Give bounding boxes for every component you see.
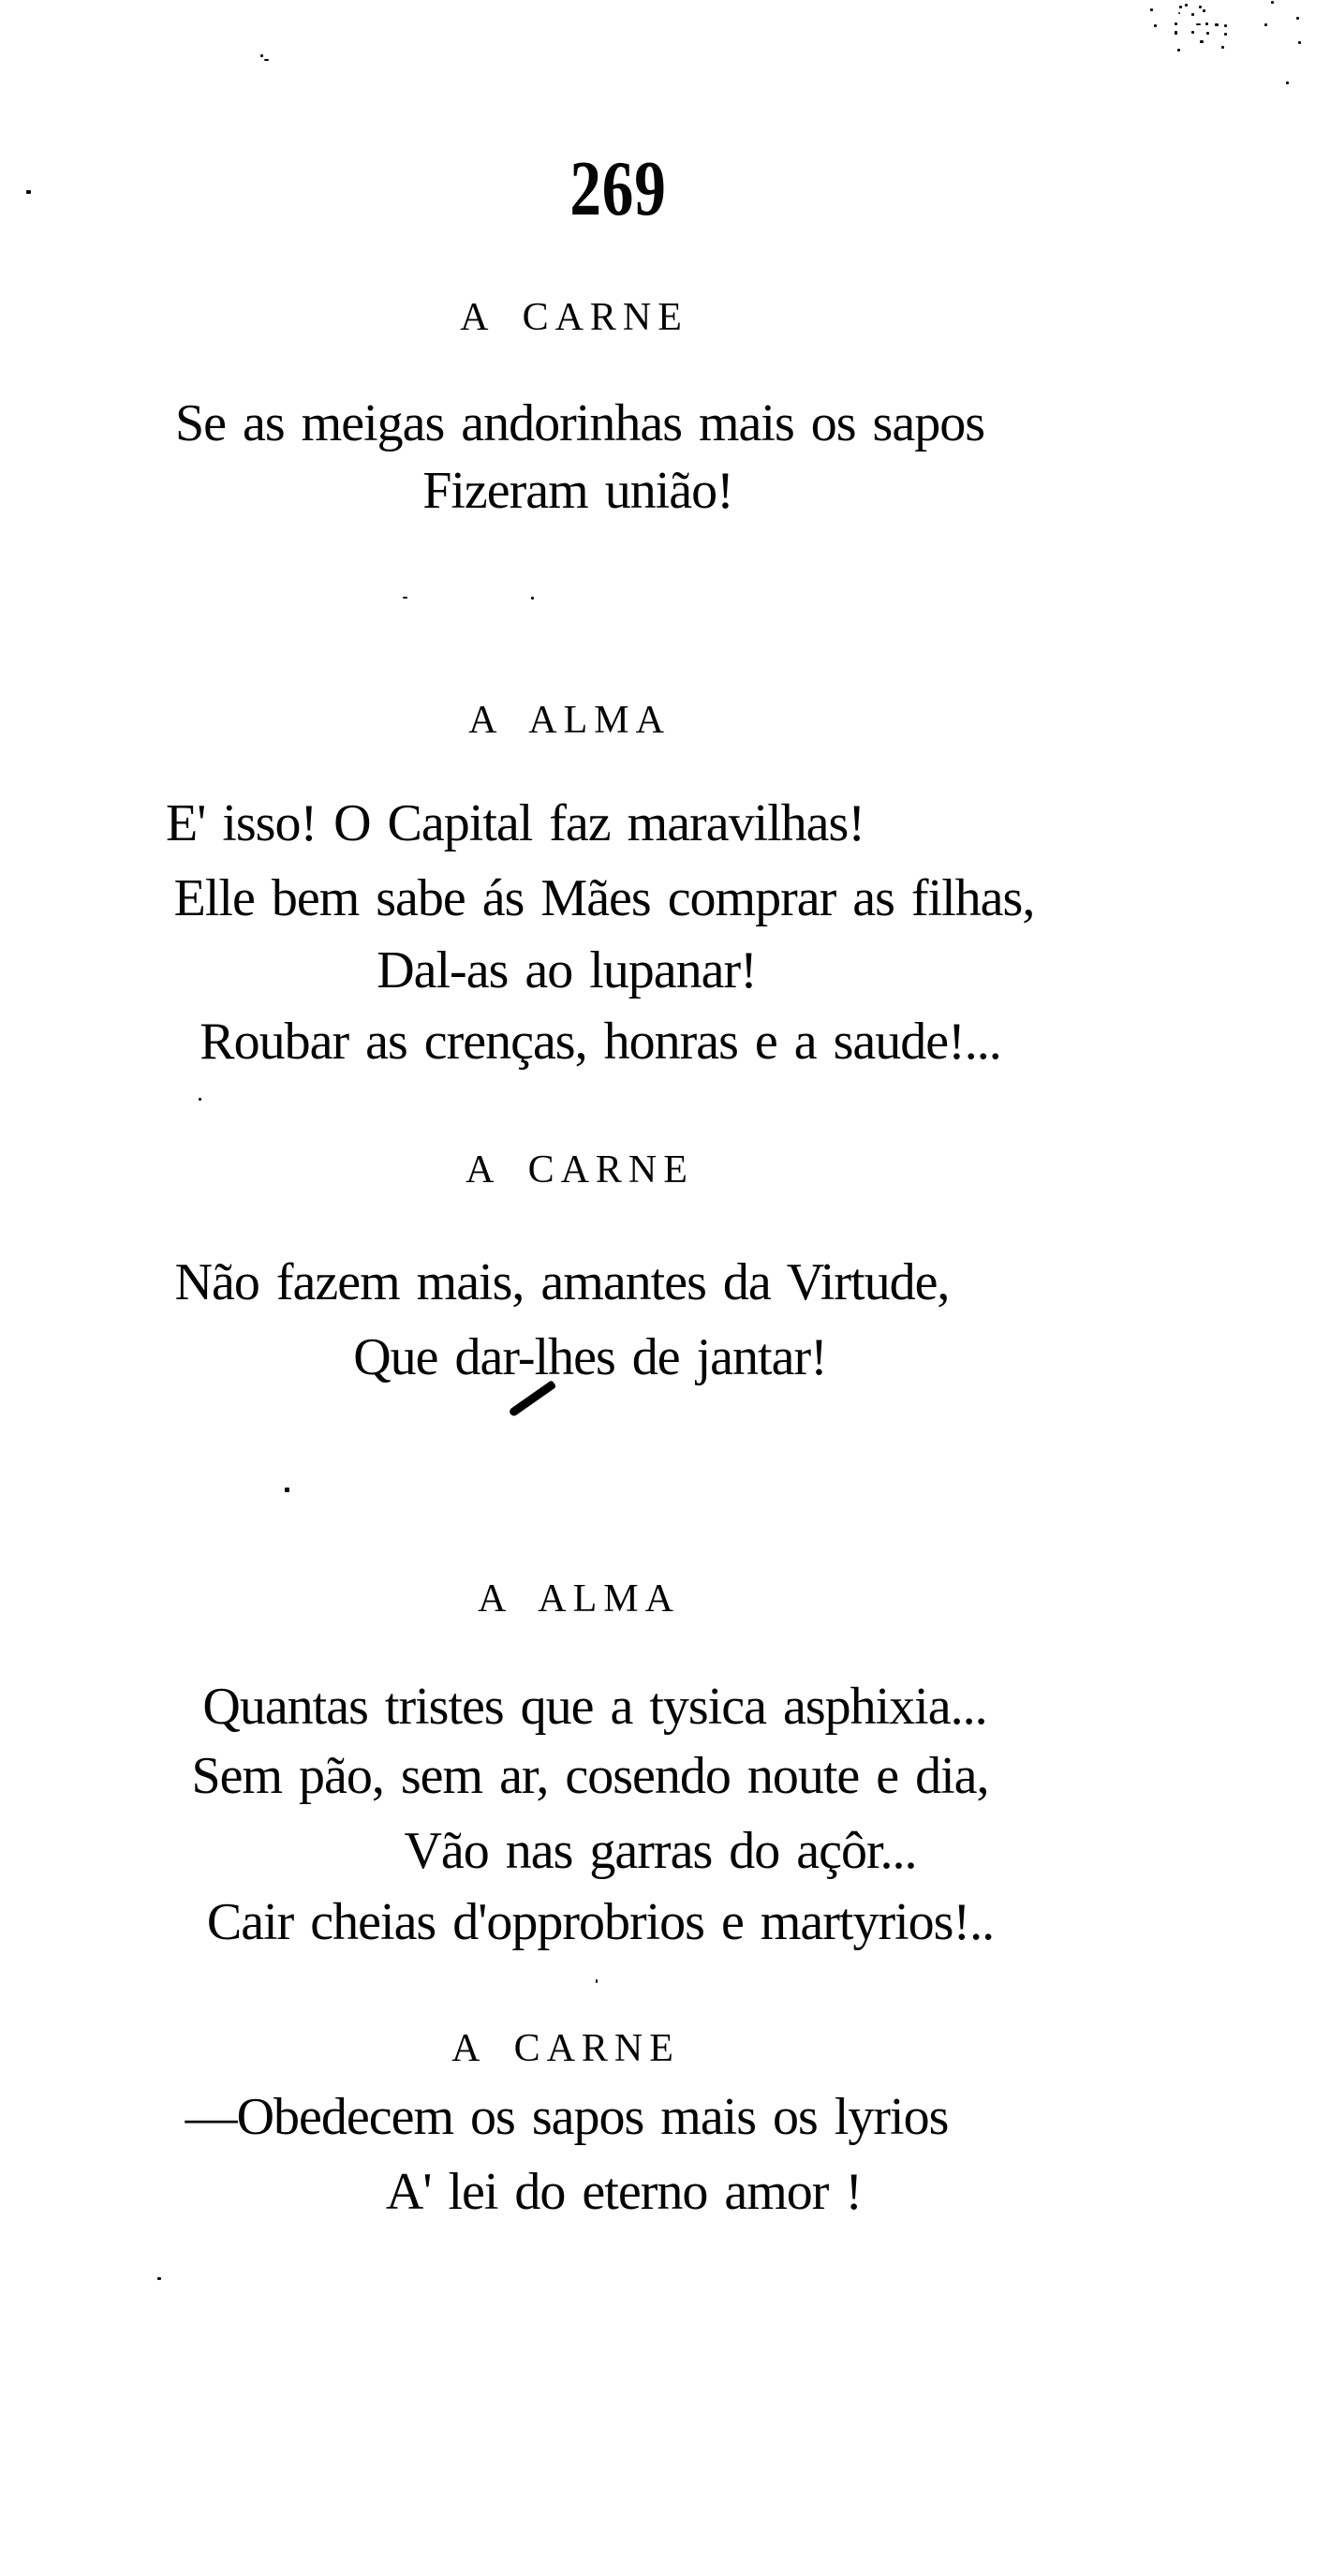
scan-speckle — [1296, 17, 1299, 20]
scan-speckle — [1185, 4, 1188, 7]
scan-speckle — [1286, 81, 1289, 84]
verse-line: A' lei do eterno amor ! — [385, 2163, 863, 2221]
scan-speckle — [1215, 23, 1219, 26]
verse-line: Roubar as crenças, honras e a saude!... — [200, 1013, 1001, 1071]
verse-line: —Obedecem os sapos mais os lyrios — [185, 2088, 949, 2146]
scan-speckle — [596, 1979, 598, 1983]
verse-line: Fizeram união! — [422, 462, 733, 520]
verse-line: Cair cheias d'opprobrios e martyrios!.. — [206, 1893, 995, 1951]
scan-speckle — [1203, 9, 1205, 12]
scan-speckle — [1224, 24, 1227, 27]
scan-speckle — [1175, 31, 1177, 35]
scan-speckle — [1206, 32, 1209, 35]
scan-speckle — [1177, 49, 1180, 52]
verse-line: Que dar-lhes de jantar! — [353, 1328, 827, 1386]
page-number: 269 — [569, 145, 667, 232]
verse-line: Dal-as ao lupanar! — [377, 941, 757, 999]
scan-speckle — [1224, 33, 1227, 36]
scan-speckle — [157, 2277, 161, 2280]
verse-line: E' isso! O Capital faz maravilhas! — [166, 794, 864, 852]
scan-speckle — [403, 597, 407, 599]
speaker-heading-alma-1: A ALMA — [468, 699, 671, 742]
scan-speckle — [264, 59, 269, 61]
scan-speckle — [1196, 23, 1201, 25]
scan-speckle — [1200, 40, 1204, 43]
scan-speckle — [26, 190, 31, 194]
scan-speckle — [199, 1098, 201, 1101]
verse-line: Quantas tristes que a tysica asphixia... — [202, 1678, 987, 1736]
speaker-heading-carne-2: A CARNE — [466, 1148, 694, 1192]
scan-speckle — [1221, 46, 1224, 49]
scan-speckle — [1191, 31, 1194, 34]
scan-speckle — [1154, 24, 1157, 27]
scan-speckle — [1298, 41, 1301, 44]
scan-speckle — [1175, 22, 1177, 25]
scan-speckle — [531, 597, 534, 600]
scan-speckle — [1191, 13, 1194, 16]
speaker-heading-alma-2: A ALMA — [478, 1577, 680, 1621]
verse-line: Se as meigas andorinhas mais os sapos — [175, 394, 984, 452]
verse-line: Sem pão, sem ar, cosendo noute e dia, — [191, 1747, 989, 1805]
scan-speckle — [1205, 22, 1208, 25]
verse-line: Elle bem sabe ás Mães comprar as filhas, — [173, 869, 1035, 927]
speaker-heading-carne-3: A CARNE — [451, 2027, 680, 2070]
verse-line: Não fazem mais, amantes da Virtude, — [174, 1253, 950, 1311]
scan-speckle — [1150, 8, 1153, 11]
scan-speckle — [1264, 23, 1267, 26]
scan-speckle — [285, 1488, 289, 1492]
scan-speckle — [1271, 1, 1274, 4]
verse-line: Vão nas garras do açôr... — [404, 1822, 917, 1880]
scan-speckle — [1199, 6, 1202, 8]
scan-speckle — [1179, 6, 1182, 8]
scan-speckle — [260, 54, 263, 57]
speaker-heading-carne-1: A CARNE — [460, 296, 688, 339]
scan-speckle — [1178, 12, 1180, 14]
